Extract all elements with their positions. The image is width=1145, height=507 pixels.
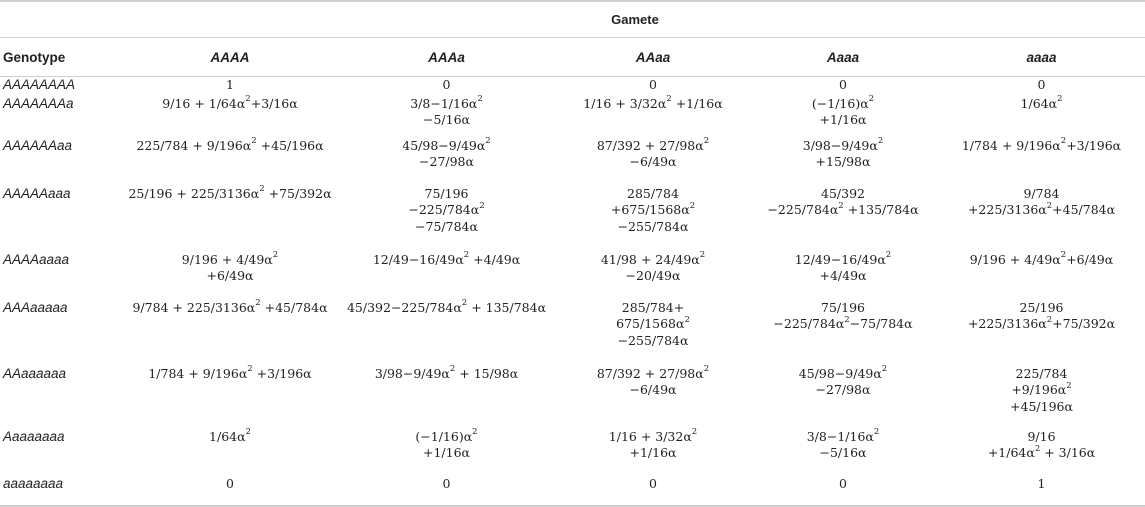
frequency-line: $25/196 + 225/3136\alpha^2 +75/392\alpha$	[128, 184, 332, 201]
genotype-column-header: Genotype	[0, 38, 125, 77]
frequency-line: 0	[839, 77, 847, 92]
table-row	[0, 96, 1145, 138]
frequency-line: 285/784	[627, 185, 679, 201]
frequency-cell	[125, 300, 335, 366]
frequency-cell	[938, 96, 1145, 138]
frequency-line: 25/196	[1019, 299, 1064, 315]
genotype-cell: AAAAAAAa	[3, 95, 74, 111]
table-body	[0, 77, 1145, 506]
frequency-cell	[335, 77, 558, 96]
frequency-line: $1/16 + 3/32\alpha^2 +1/16\alpha$	[583, 94, 723, 111]
frequency-line: $3/98-9/49\alpha^2 + 15/98\alpha$	[374, 364, 519, 381]
frequency-line: 0	[226, 475, 234, 491]
frequency-line: +15/98α	[815, 154, 871, 169]
frequency-cell	[938, 252, 1145, 300]
frequency-line: 75/196	[424, 185, 469, 201]
frequency-line: $45/98-9/49\alpha^2$	[798, 364, 888, 381]
frequency-line: 75/196	[821, 299, 865, 315]
frequency-line: 9/16	[1027, 428, 1056, 444]
frequency-cell	[125, 476, 335, 506]
frequency-cell	[748, 366, 938, 429]
frequency-cell	[125, 366, 335, 429]
frequency-line: −27/98α	[815, 382, 871, 397]
table-row	[0, 300, 1145, 366]
frequency-line: 285/784+	[621, 299, 685, 315]
frequency-cell	[558, 476, 748, 506]
frequency-line: $12/49-16/49\alpha^2$	[794, 250, 892, 267]
genotype-cell: AAaaaaaa	[3, 365, 67, 381]
frequency-cell	[558, 300, 748, 366]
frequency-cell	[335, 366, 558, 429]
frequency-cell	[938, 300, 1145, 366]
frequency-line: $3/8-1/16\alpha^2$	[410, 94, 483, 111]
frequency-line: 225/784	[1015, 365, 1068, 381]
frequency-line: 0	[442, 475, 451, 491]
table-row	[0, 429, 1145, 476]
frequency-line: $45/392-225/784\alpha^2 + 135/784\alpha$	[346, 298, 547, 315]
frequency-cell	[335, 138, 558, 186]
gamete-column-header: AAAA	[125, 38, 335, 77]
frequency-line: $+9/196\alpha^2$	[1011, 380, 1072, 397]
frequency-line: $9/196 + 4/49\alpha^2+6/49\alpha$	[969, 250, 1114, 267]
frequency-cell	[558, 252, 748, 300]
table-row	[0, 366, 1145, 429]
frequency-cell	[748, 300, 938, 366]
frequency-line: 0	[649, 77, 657, 92]
frequency-line: 0	[1037, 77, 1046, 92]
genotype-cell: AAAAaaaa	[3, 251, 70, 267]
frequency-line: +1/16α	[423, 445, 470, 460]
frequency-line: $12/49-16/49\alpha^2 +4/49\alpha$	[372, 250, 521, 267]
frequency-cell	[938, 186, 1145, 252]
frequency-line: +4/49α	[819, 268, 867, 283]
frequency-line: $3/8-1/16\alpha^2$	[806, 427, 880, 444]
frequency-line: $225/784 + 9/196\alpha^2 +45/196\alpha$	[136, 136, 324, 153]
frequency-line: 0	[442, 77, 451, 92]
table-row	[0, 252, 1145, 300]
frequency-line: 0	[649, 475, 657, 491]
frequency-line: $3/98-9/49\alpha^2$	[802, 136, 884, 153]
frequency-line: 45/392	[821, 185, 865, 201]
frequency-line: $87/392 + 27/98\alpha^2$	[596, 364, 710, 381]
frequency-line: +45/196α	[1010, 398, 1073, 414]
frequency-line: $-225/784\alpha^2-75/784\alpha$	[773, 314, 913, 331]
frequency-cell	[125, 96, 335, 138]
frequency-cell	[335, 186, 558, 252]
frequency-cell	[558, 186, 748, 252]
genotype-cell: Aaaaaaaa	[3, 428, 65, 444]
frequency-line: $9/784 + 225/3136\alpha^2 +45/784\alpha$	[132, 298, 328, 315]
frequency-cell	[125, 186, 335, 252]
frequency-cell	[748, 96, 938, 138]
frequency-cell	[558, 429, 748, 476]
frequency-line: $+225/3136\alpha^2+45/784\alpha$	[967, 200, 1116, 217]
frequency-line: $87/392 + 27/98\alpha^2$	[596, 136, 710, 153]
frequency-cell	[938, 77, 1145, 96]
genotype-cell: aaaaaaaa	[0, 476, 125, 506]
genotype-cell: AAAaaaaa	[3, 299, 68, 315]
frequency-line: −6/49α	[629, 154, 677, 169]
frequency-line: +6/49α	[206, 268, 254, 283]
frequency-cell	[938, 138, 1145, 186]
frequency-cell	[748, 138, 938, 186]
frequency-line: $+1/64\alpha^2 + 3/16\alpha$	[987, 443, 1096, 460]
frequency-line: $1/784 + 9/196\alpha^2+3/196\alpha$	[961, 136, 1122, 153]
frequency-line: 1	[226, 77, 234, 92]
frequency-line: −75/784α	[415, 218, 478, 234]
gamete-column-header: AAaa	[558, 38, 748, 77]
table-row	[0, 476, 1145, 506]
frequency-cell	[125, 138, 335, 186]
frequency-line: −5/16α	[819, 445, 867, 460]
frequency-cell	[748, 476, 938, 506]
frequency-line: $45/98-9/49\alpha^2$	[402, 136, 491, 153]
gamete-column-header: Aaaa	[748, 38, 938, 77]
frequency-cell	[748, 77, 938, 96]
genotype-cell: AAAAAaaa	[3, 185, 71, 201]
frequency-line: $(-1/16)\alpha^2$	[811, 94, 875, 111]
frequency-cell	[558, 96, 748, 138]
frequency-line: $9/196 + 4/49\alpha^2$	[181, 250, 279, 267]
frequency-line: $1/16 + 3/32\alpha^2$	[608, 427, 698, 444]
frequency-cell	[938, 366, 1145, 429]
table-row	[0, 186, 1145, 252]
gamete-group-header: Gamete	[125, 2, 1145, 38]
header-spacer	[0, 2, 125, 38]
frequency-line: $+225/3136\alpha^2+75/392\alpha$	[967, 314, 1116, 331]
frequency-cell	[335, 96, 558, 138]
frequency-line: +1/16α	[629, 445, 677, 460]
frequency-cell	[558, 138, 748, 186]
frequency-line: 1	[1037, 475, 1046, 491]
frequency-cell	[125, 252, 335, 300]
frequency-cell	[558, 366, 748, 429]
frequency-line: $(-1/16)\alpha^2$	[415, 427, 478, 444]
frequency-cell	[125, 429, 335, 476]
frequency-line: −255/784α	[617, 218, 689, 234]
frequency-cell	[938, 429, 1145, 476]
frequency-line: $+675/1568\alpha^2$	[610, 200, 696, 217]
frequency-line: $675/1568\alpha^2$	[616, 314, 690, 331]
frequency-line: $9/16 + 1/64\alpha^2+3/16\alpha$	[162, 94, 298, 111]
frequency-cell	[748, 186, 938, 252]
frequency-line: 9/784	[1023, 185, 1060, 201]
frequency-cell	[335, 300, 558, 366]
gamete-column-header: AAAa	[335, 38, 558, 77]
table-row	[0, 77, 1145, 96]
frequency-line: +1/16α	[819, 112, 867, 127]
genotype-cell: AAAAAAaa	[3, 137, 73, 153]
genotype-cell: AAAAAAAA	[3, 77, 76, 92]
frequency-cell	[748, 429, 938, 476]
frequency-line: 0	[839, 475, 847, 491]
frequency-cell	[748, 252, 938, 300]
frequency-line: $1/64\alpha^2$	[209, 427, 251, 444]
frequency-cell	[938, 476, 1145, 506]
table-row	[0, 138, 1145, 186]
frequency-cell	[125, 77, 335, 96]
frequency-line: −20/49α	[625, 268, 681, 283]
frequency-line: $-225/784\alpha^2 +135/784\alpha$	[767, 200, 919, 217]
frequency-cell	[558, 77, 748, 96]
gamete-column-header: aaaa	[938, 38, 1145, 77]
frequency-line: $41/98 + 24/49\alpha^2$	[600, 250, 706, 267]
frequency-cell	[335, 429, 558, 476]
frequency-cell	[335, 476, 558, 506]
frequency-line: −5/16α	[423, 112, 470, 127]
frequency-line: −6/49α	[629, 382, 677, 397]
frequency-cell	[335, 252, 558, 300]
frequency-line: $1/64\alpha^2$	[1020, 94, 1063, 111]
frequency-line: −27/98α	[419, 154, 474, 169]
frequency-line: $-225/784\alpha^2$	[408, 200, 485, 217]
frequency-line: $1/784 + 9/196\alpha^2 +3/196\alpha$	[148, 364, 312, 381]
frequency-line: −255/784α	[617, 332, 689, 348]
